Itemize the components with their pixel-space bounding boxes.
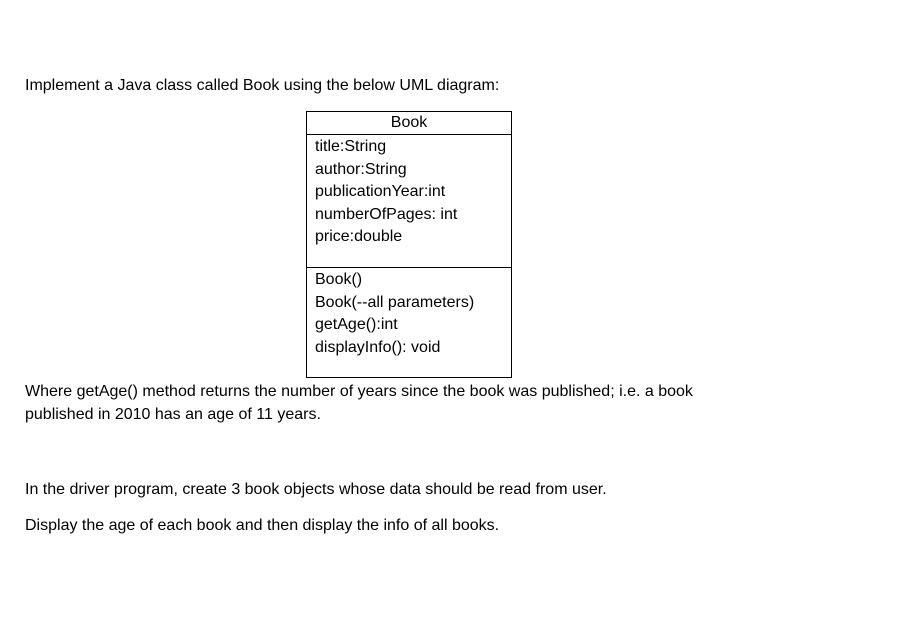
uml-attribute: publicationYear:int (315, 183, 446, 200)
getage-explanation (25, 380, 693, 426)
uml-method: getAge():int (315, 316, 398, 333)
uml-attribute: numberOfPages: int (315, 205, 458, 223)
intro-text: Implement a Java class called Book using the below UML diagram: (25, 77, 500, 94)
uml-attribute: price:double (315, 228, 403, 245)
uml-method: displayInfo(): void (315, 338, 441, 356)
uml-attribute: title:String (315, 138, 387, 155)
explanation-line: Where getAge() method returns the number of years since the book was published; i.e. a book (25, 383, 693, 400)
display-instructions: Display the age of each book and then display the info of all books. (25, 517, 500, 534)
uml-methods-section (307, 268, 511, 359)
uml-method: Book() (315, 271, 363, 288)
uml-attributes-section (307, 135, 511, 268)
uml-method: Book(--all parameters) (315, 293, 475, 311)
uml-attribute: author:String (315, 160, 407, 178)
uml-class-diagram (306, 111, 512, 378)
driver-instructions: In the driver program, create 3 book objects whose data should be read from user. (25, 481, 607, 498)
uml-class-name: Book (307, 112, 511, 135)
explanation-line: published in 2010 has an age of 11 years. (25, 406, 321, 423)
